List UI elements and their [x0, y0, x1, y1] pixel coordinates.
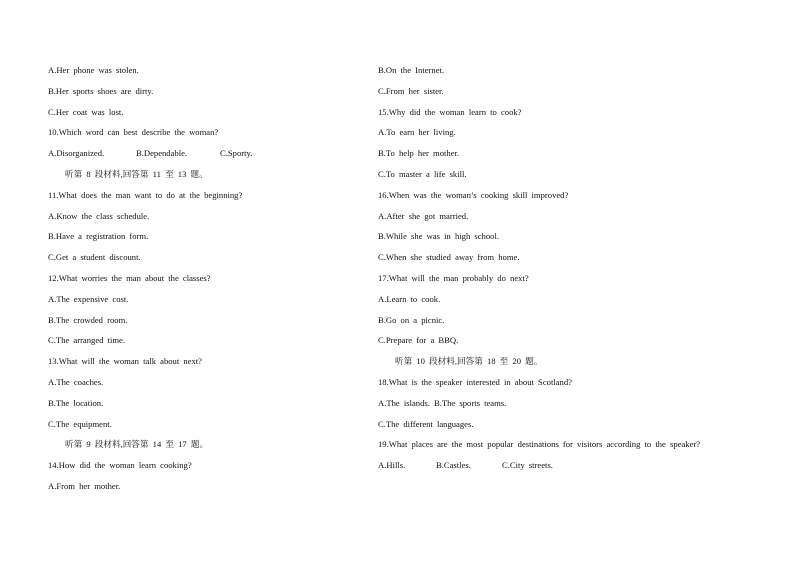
question-text: 18.What is the speaker interested in about Scotland?	[378, 376, 572, 387]
question-text: 19.What places are the most popular destinations for visitors according to the speaker?	[378, 438, 701, 449]
section-instruction: 听第 10 段材料,回答第 18 至 20 题。	[395, 356, 543, 367]
answer-option: C.From her sister.	[378, 85, 444, 96]
answer-option: A.Hills.	[378, 460, 406, 471]
answer-option: A.Her phone was stolen.	[48, 65, 139, 75]
answer-options-row	[48, 146, 348, 167]
answer-option: A.The islands.	[378, 397, 430, 408]
right-column	[378, 63, 708, 479]
answer-option: C.The different languages.	[378, 418, 474, 429]
section-instruction: 听第 8 段材料,回答第 11 至 13 题。	[65, 168, 208, 179]
answer-option: B.To help her mother.	[378, 148, 460, 159]
answer-option: C.Her coat was lost.	[48, 106, 124, 117]
answer-option: B.On the Internet.	[378, 65, 445, 75]
question-text: 12.What worries the man about the classes?	[48, 272, 211, 283]
answer-option: C.To master a life skill.	[378, 168, 467, 179]
answer-option: C.Sporty.	[220, 148, 253, 159]
answer-option: A.From her mother.	[48, 480, 121, 491]
answer-option: B.The sports teams.	[434, 397, 507, 408]
answer-option: B.Castles.	[436, 460, 471, 471]
answer-option: C.Prepare for a BBQ.	[378, 335, 459, 346]
section-instruction: 听第 9 段材料,回答第 14 至 17 题。	[65, 439, 209, 450]
question-text: 15.Why did the woman learn to cook?	[378, 106, 522, 117]
answer-option: C.City streets.	[502, 460, 553, 471]
answer-options-row	[378, 458, 708, 479]
answer-options-row	[378, 396, 708, 417]
answer-option: B.The location.	[48, 397, 104, 408]
answer-option: C.Get a student discount.	[48, 252, 141, 263]
question-text: 13.What will the woman talk about next?	[48, 356, 202, 367]
answer-option: A.After she got married.	[378, 210, 469, 221]
answer-option: B.Go on a picnic.	[378, 314, 445, 325]
answer-option: B.The crowded room.	[48, 314, 128, 325]
answer-option: A.To earn her living.	[378, 127, 456, 138]
answer-option: A.Disorganized.	[48, 148, 105, 159]
answer-option: C.When she studied away from home.	[378, 252, 520, 263]
answer-option: A.The expensive cost.	[48, 293, 129, 304]
answer-option: A.Learn to cook.	[378, 293, 441, 304]
question-text: 17.What will the man probably do next?	[378, 272, 529, 283]
question-text: 16.When was the woman’s cooking skill improved?	[378, 189, 569, 200]
answer-option: B.Dependable.	[136, 148, 188, 159]
question-text: 11.What does the man want to do at the beginning?	[48, 189, 243, 200]
question-text: 10.Which word can best describe the woman?	[48, 127, 219, 138]
answer-option: B.Have a registration form.	[48, 231, 149, 242]
left-column	[48, 63, 348, 500]
question-text: 14.How did the woman learn cooking?	[48, 460, 192, 471]
answer-option: A.Know the class schedule.	[48, 210, 150, 221]
answer-option: C.The arranged time.	[48, 335, 126, 346]
answer-option: A.The coaches.	[48, 376, 104, 387]
answer-option: B.While she was in high school.	[378, 231, 499, 242]
answer-option: C.The equipment.	[48, 418, 112, 429]
answer-option: B.Her sports shoes are dirty.	[48, 85, 154, 96]
